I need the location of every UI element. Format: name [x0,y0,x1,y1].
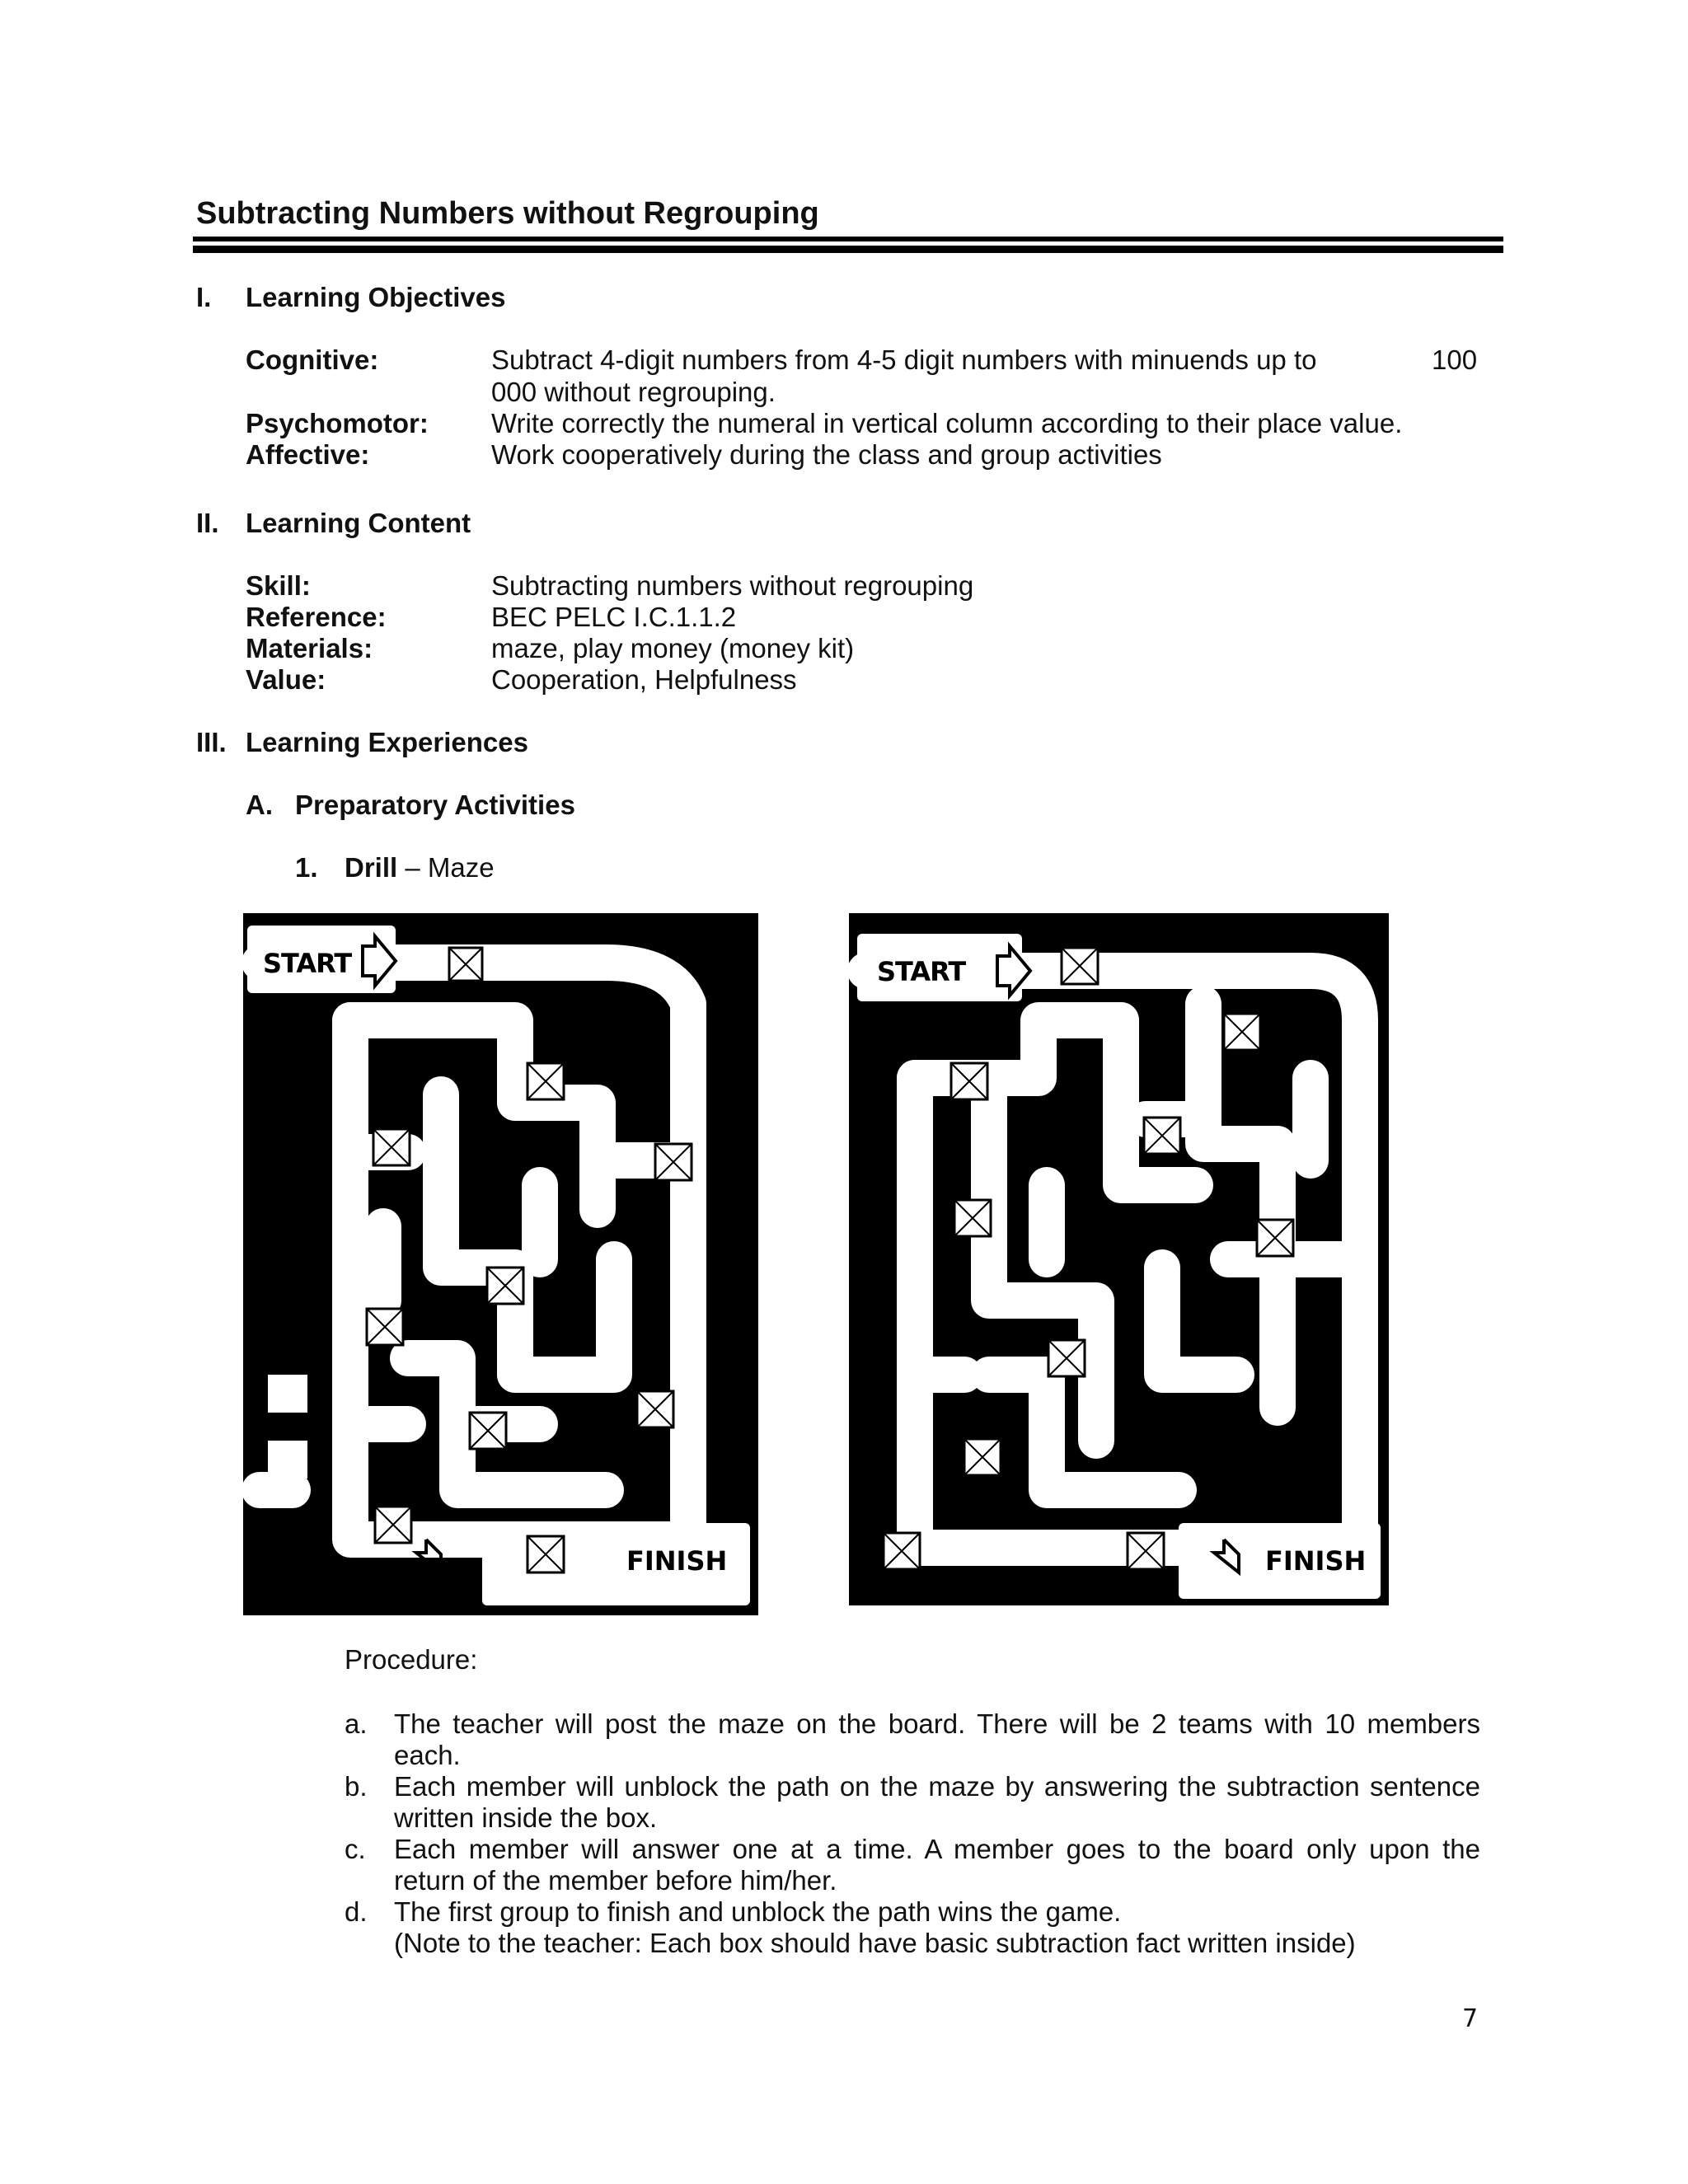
section-heading-objectives: Learning Objectives [246,282,506,312]
step-a-line2: each. [394,1740,461,1770]
materials-label: Materials: [246,633,373,663]
drill-title [345,852,495,883]
title-rule-thick [193,246,1503,253]
maze-left-drawing [243,913,758,1615]
reference-text: BEC PELC I.C.1.1.2 [491,602,737,632]
section-number-experiences: III. [196,727,227,757]
step-d-line2: (Note to the teacher: Each box should have basic subtraction fact written inside) [394,1928,1356,1958]
maze-right-finish-label: FINISH [1265,1545,1367,1577]
step-b-line2: written inside the box. [394,1802,658,1833]
step-b-letter: b. [345,1771,368,1802]
psychomotor-label: Psychomotor: [246,408,429,438]
section-number-content: II. [196,508,219,538]
maze-right-drawing [849,913,1389,1605]
page-title: Subtracting Numbers without Regrouping [196,196,819,231]
step-b-line1: Each member will unblock the path on the maze by answering the subtraction sentence [394,1771,1480,1802]
maze-right [849,913,1389,1605]
page-number: 7 [1462,2004,1479,2033]
drill-number: 1. [295,852,318,883]
cognitive-text-line1: Subtract 4-digit numbers from 4-5 digit numbers with minuends up to [491,344,1317,375]
drill-rest: – Maze [397,852,495,883]
step-d-letter: d. [345,1896,368,1927]
value-label: Value: [246,664,326,695]
affective-text: Work cooperatively during the class and group activities [491,439,1162,470]
value-text: Cooperation, Helpfulness [491,664,797,695]
maze-left-finish-label: FINISH [626,1545,728,1577]
skill-label: Skill: [246,570,311,601]
subsection-letter: A. [246,790,273,820]
procedure-heading: Procedure: [345,1644,478,1675]
psychomotor-text: Write correctly the numeral in vertical column according to their place value. [491,408,1403,438]
step-c-line1: Each member will answer one at a time. A member goes to the board only upon the [394,1834,1480,1864]
step-d-line1: The first group to finish and unblock the path wins the game. [394,1896,1122,1927]
cognitive-label: Cognitive: [246,344,379,375]
section-heading-experiences: Learning Experiences [246,727,528,757]
materials-text: maze, play money (money kit) [491,633,855,663]
maze-left [243,913,758,1615]
reference-label: Reference: [246,602,387,632]
step-c-line2: return of the member before him/her. [394,1865,837,1896]
skill-text: Subtracting numbers without regrouping [491,570,974,601]
step-a-line1: The teacher will post the maze on the board. There will be 2 teams with 10 members [394,1708,1480,1739]
step-c-letter: c. [345,1834,366,1864]
cognitive-text-trailing: 100 [1432,344,1478,375]
section-heading-content: Learning Content [246,508,471,538]
step-a-letter: a. [345,1708,368,1739]
maze-right-start-label: START [877,956,966,987]
drill-bold: Drill [345,852,398,883]
section-number-objectives: I. [196,282,212,312]
cognitive-text-line2: 000 without regrouping. [491,377,776,407]
maze-left-start-label: START [263,948,352,979]
title-rule-thin [193,237,1503,241]
affective-label: Affective: [246,439,370,470]
subsection-heading: Preparatory Activities [295,790,575,820]
